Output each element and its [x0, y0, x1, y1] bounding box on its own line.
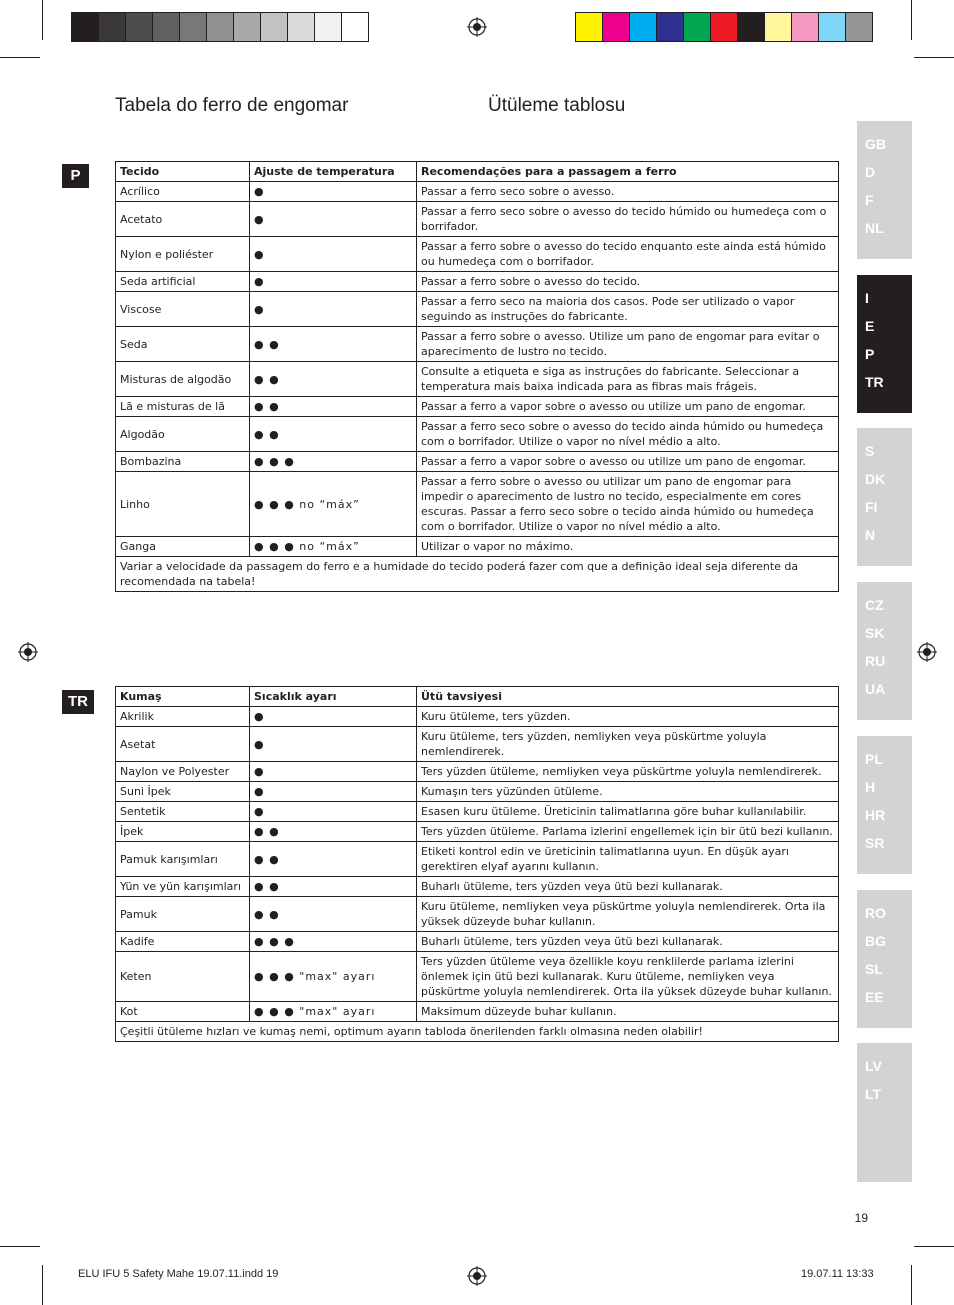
recommendation-cell: Kumaşın ters yüzünden ütüleme. [417, 782, 839, 802]
recommendation-cell: Maksimum düzeyde buhar kullanın. [417, 1002, 839, 1022]
recommendation-cell: Passar a ferro sobre o avesso ou utilizar um pano de engomar para impedir o aparecimento de lustro no tecido, especialmente em cores escuras. Passar a ferro seco sobre o tecido ainda húmido ou humedeça com o borrifador. Utilize o vapor no nível médio a alto. [417, 472, 839, 537]
gray-swatch [153, 13, 180, 41]
column-header-fabric: Kumaş [116, 687, 250, 707]
color-swatch [603, 13, 630, 41]
fabric-cell: Kadife [116, 932, 250, 952]
registration-mark-icon [467, 17, 487, 37]
temperature-cell: ● [250, 802, 417, 822]
table-row [116, 452, 839, 472]
table-row [116, 417, 839, 452]
table-row [116, 362, 839, 397]
recommendation-cell: Passar a ferro a vapor sobre o avesso ou utilize um pano de engomar. [417, 397, 839, 417]
color-swatch [630, 13, 657, 41]
color-swatch [576, 13, 603, 41]
language-code: S [865, 443, 875, 459]
language-code: HR [865, 807, 886, 823]
table-row [116, 272, 839, 292]
table-row [116, 237, 839, 272]
table-note: Çeşitli ütüleme hızları ve kumaş nemi, optimum ayarın tabloda önerilenden farklı olmasına neden olabilir! [116, 1022, 839, 1042]
table-row [116, 327, 839, 362]
registration-mark-icon [18, 642, 38, 662]
ironing-table-tr [115, 686, 839, 1042]
language-code: RU [865, 653, 886, 669]
temperature-cell: ● ● [250, 327, 417, 362]
temperature-cell: ● [250, 782, 417, 802]
fabric-cell: Yün ve yün karışımları [116, 877, 250, 897]
table-row [116, 952, 839, 1002]
fabric-cell: İpek [116, 822, 250, 842]
recommendation-cell: Buharlı ütüleme, ters yüzden veya ütü bezi kullanarak. [417, 932, 839, 952]
temperature-cell: ● [250, 202, 417, 237]
fabric-cell: Algodão [116, 417, 250, 452]
temperature-cell: ● [250, 707, 417, 727]
language-group [857, 428, 912, 566]
language-code: EE [865, 989, 884, 1005]
footer-date: 19.07.11 13:33 [801, 1268, 874, 1280]
temperature-cell: ● [250, 182, 417, 202]
crop-mark [42, 1265, 43, 1305]
language-label-p: P [62, 164, 89, 188]
crop-mark [42, 0, 43, 40]
page-title-tr: Ütüleme tablosu [488, 95, 626, 116]
temperature-cell: ● ● ● "max" ayarı [250, 952, 417, 1002]
table-row [116, 1002, 839, 1022]
fabric-cell: Suni İpek [116, 782, 250, 802]
recommendation-cell: Buharlı ütüleme, ters yüzden veya ütü bezi kullanarak. [417, 877, 839, 897]
table-row [116, 727, 839, 762]
language-code: SR [865, 835, 885, 851]
recommendation-cell: Ters yüzden ütüleme. Parlama izlerini engellemek için bir ütü bezi kullanın. [417, 822, 839, 842]
language-group [857, 1043, 912, 1182]
registration-mark-icon [917, 642, 937, 662]
language-label-tr: TR [62, 690, 94, 714]
recommendation-cell: Passar a ferro sobre o avesso do tecido enquanto este ainda está húmido ou humedeça com o borrifador. [417, 237, 839, 272]
language-code: D [865, 164, 876, 180]
gray-swatch [288, 13, 315, 41]
temperature-cell: ● ● [250, 397, 417, 417]
process-color-bar [575, 12, 873, 42]
fabric-cell: Acetato [116, 202, 250, 237]
crop-mark [911, 0, 912, 40]
recommendation-cell: Consulte a etiqueta e siga as instruções do fabricante. Seleccionar a temperatura mais baixa indicada para as fibras mais frágeis. [417, 362, 839, 397]
recommendation-cell: Etiketi kontrol edin ve üreticinin talimatlarına uyun. En düşük ayarı gerektiren elyaf ayarını kullanın. [417, 842, 839, 877]
table-row [116, 537, 839, 557]
fabric-cell: Viscose [116, 292, 250, 327]
fabric-cell: Seda artificial [116, 272, 250, 292]
gray-swatch [234, 13, 261, 41]
recommendation-cell: Ters yüzden ütüleme veya özellikle koyu renklilerde parlama izlerini önlemek için ütü bezi kullanarak. Kuru ütüleme, nemliyken veya püskürtme yoluyla nemlendirerek. Orta ila yüksek düzeyde buhar kullanın. [417, 952, 839, 1002]
table-row [116, 472, 839, 537]
temperature-cell: ● ● [250, 842, 417, 877]
color-swatch [819, 13, 846, 41]
color-swatch [765, 13, 792, 41]
recommendation-cell: Passar a ferro sobre o avesso. Utilize um pano de engomar para evitar o aparecimento de lustro no tecido. [417, 327, 839, 362]
ironing-table-pt [115, 161, 839, 592]
fabric-cell: Acrílico [116, 182, 250, 202]
language-code: E [865, 318, 875, 334]
table-note-row [116, 557, 839, 592]
column-header-temperature: Ajuste de temperatura [250, 162, 417, 182]
gray-swatch [99, 13, 126, 41]
language-group [857, 582, 912, 720]
language-group [857, 890, 912, 1028]
fabric-cell: Sentetik [116, 802, 250, 822]
color-swatch [657, 13, 684, 41]
table-row [116, 182, 839, 202]
table-row [116, 762, 839, 782]
fabric-cell: Naylon ve Polyester [116, 762, 250, 782]
column-header-fabric: Tecido [116, 162, 250, 182]
language-group [857, 121, 912, 259]
recommendation-cell: Passar a ferro seco sobre o avesso do tecido húmido ou humedeça com o borrifador. [417, 202, 839, 237]
recommendation-cell: Utilizar o vapor no máximo. [417, 537, 839, 557]
gray-color-bar [71, 12, 369, 42]
temperature-cell: ● [250, 762, 417, 782]
table-row [116, 292, 839, 327]
temperature-cell: ● ● [250, 897, 417, 932]
table-row [116, 707, 839, 727]
temperature-cell: ● ● ● no “máx” [250, 537, 417, 557]
crop-mark [0, 1246, 40, 1247]
gray-swatch [72, 13, 99, 41]
table-row [116, 842, 839, 877]
language-code: P [865, 346, 875, 362]
fabric-cell: Lã e misturas de lã [116, 397, 250, 417]
crop-mark [914, 57, 954, 58]
table-row [116, 202, 839, 237]
temperature-cell: ● ● ● [250, 452, 417, 472]
language-code: H [865, 779, 876, 795]
recommendation-cell: Ters yüzden ütüleme, nemliyken veya püskürtme yoluyla nemlendirerek. [417, 762, 839, 782]
color-swatch [792, 13, 819, 41]
table-row [116, 802, 839, 822]
language-code: I [865, 290, 869, 306]
fabric-cell: Nylon e poliéster [116, 237, 250, 272]
language-code: LT [865, 1086, 882, 1102]
gray-swatch [180, 13, 207, 41]
gray-swatch [315, 13, 342, 41]
fabric-cell: Akrilik [116, 707, 250, 727]
recommendation-cell: Kuru ütüleme, nemliyken veya püskürtme yoluyla nemlendirerek. Orta ila yüksek düzeyde buhar kullanın. [417, 897, 839, 932]
temperature-cell: ● ● [250, 417, 417, 452]
language-code: LV [865, 1058, 882, 1074]
temperature-cell: ● [250, 727, 417, 762]
recommendation-cell: Passar a ferro seco na maioria dos casos. Pode ser utilizado o vapor seguindo as instruções do fabricante. [417, 292, 839, 327]
language-code: FI [865, 499, 878, 515]
language-code: SK [865, 625, 885, 641]
fabric-cell: Asetat [116, 727, 250, 762]
crop-mark [0, 57, 40, 58]
recommendation-cell: Kuru ütüleme, ters yüzden. [417, 707, 839, 727]
language-group [857, 275, 912, 413]
recommendation-cell: Kuru ütüleme, ters yüzden, nemliyken veya püskürtme yoluyla nemlendirerek. [417, 727, 839, 762]
temperature-cell: ● [250, 272, 417, 292]
temperature-cell: ● [250, 292, 417, 327]
temperature-cell: ● ● ● no “máx” [250, 472, 417, 537]
language-code: F [865, 192, 874, 208]
color-swatch [846, 13, 872, 41]
table-row [116, 877, 839, 897]
column-header-recommendation: Ütü tavsiyesi [417, 687, 839, 707]
language-code: TR [865, 374, 884, 390]
gray-swatch [342, 13, 368, 41]
fabric-cell: Seda [116, 327, 250, 362]
table-note-row [116, 1022, 839, 1042]
temperature-cell: ● ● ● [250, 932, 417, 952]
crop-mark [911, 1265, 912, 1305]
fabric-cell: Misturas de algodão [116, 362, 250, 397]
fabric-cell: Bombazina [116, 452, 250, 472]
table-row [116, 822, 839, 842]
table-row [116, 397, 839, 417]
gray-swatch [126, 13, 153, 41]
table-note: Variar a velocidade da passagem do ferro e a humidade do tecido poderá fazer com que a definição ideal seja diferente da recomendada na tabela! [116, 557, 839, 592]
language-code: RO [865, 905, 886, 921]
footer-filename: ELU IFU 5 Safety Mahe 19.07.11.indd 19 [78, 1268, 279, 1280]
language-code: NL [865, 220, 884, 236]
temperature-cell: ● ● ● "max" ayarı [250, 1002, 417, 1022]
table-row [116, 897, 839, 932]
page-number: 19 [854, 1211, 868, 1225]
table-row [116, 782, 839, 802]
fabric-cell: Linho [116, 472, 250, 537]
column-header-temperature: Sıcaklık ayarı [250, 687, 417, 707]
temperature-cell: ● [250, 237, 417, 272]
table-row [116, 932, 839, 952]
recommendation-cell: Passar a ferro seco sobre o avesso do tecido ainda húmido ou humedeça com o borrifador. Utilize o vapor no nível médio a alto. [417, 417, 839, 452]
recommendation-cell: Passar a ferro sobre o avesso do tecido. [417, 272, 839, 292]
fabric-cell: Pamuk [116, 897, 250, 932]
language-group [857, 736, 912, 874]
language-code: N [865, 527, 876, 543]
color-swatch [684, 13, 711, 41]
recommendation-cell: Passar a ferro a vapor sobre o avesso ou utilize um pano de engomar. [417, 452, 839, 472]
color-swatch [738, 13, 765, 41]
language-code: SL [865, 961, 883, 977]
language-code: CZ [865, 597, 884, 613]
temperature-cell: ● ● [250, 822, 417, 842]
language-code: BG [865, 933, 886, 949]
language-code: PL [865, 751, 883, 767]
page-title-pt: Tabela do ferro de engomar [115, 95, 349, 116]
crop-mark [914, 1246, 954, 1247]
fabric-cell: Pamuk karışımları [116, 842, 250, 877]
color-swatch [711, 13, 738, 41]
gray-swatch [261, 13, 288, 41]
fabric-cell: Keten [116, 952, 250, 1002]
fabric-cell: Kot [116, 1002, 250, 1022]
recommendation-cell: Passar a ferro seco sobre o avesso. [417, 182, 839, 202]
language-code: UA [865, 681, 886, 697]
temperature-cell: ● ● [250, 877, 417, 897]
column-header-recommendation: Recomendações para a passagem a ferro [417, 162, 839, 182]
recommendation-cell: Esasen kuru ütüleme. Üreticinin talimatlarına göre buhar kullanılabilir. [417, 802, 839, 822]
language-code: DK [865, 471, 886, 487]
temperature-cell: ● ● [250, 362, 417, 397]
language-code: GB [865, 136, 886, 152]
registration-mark-icon [467, 1266, 487, 1286]
gray-swatch [207, 13, 234, 41]
fabric-cell: Ganga [116, 537, 250, 557]
